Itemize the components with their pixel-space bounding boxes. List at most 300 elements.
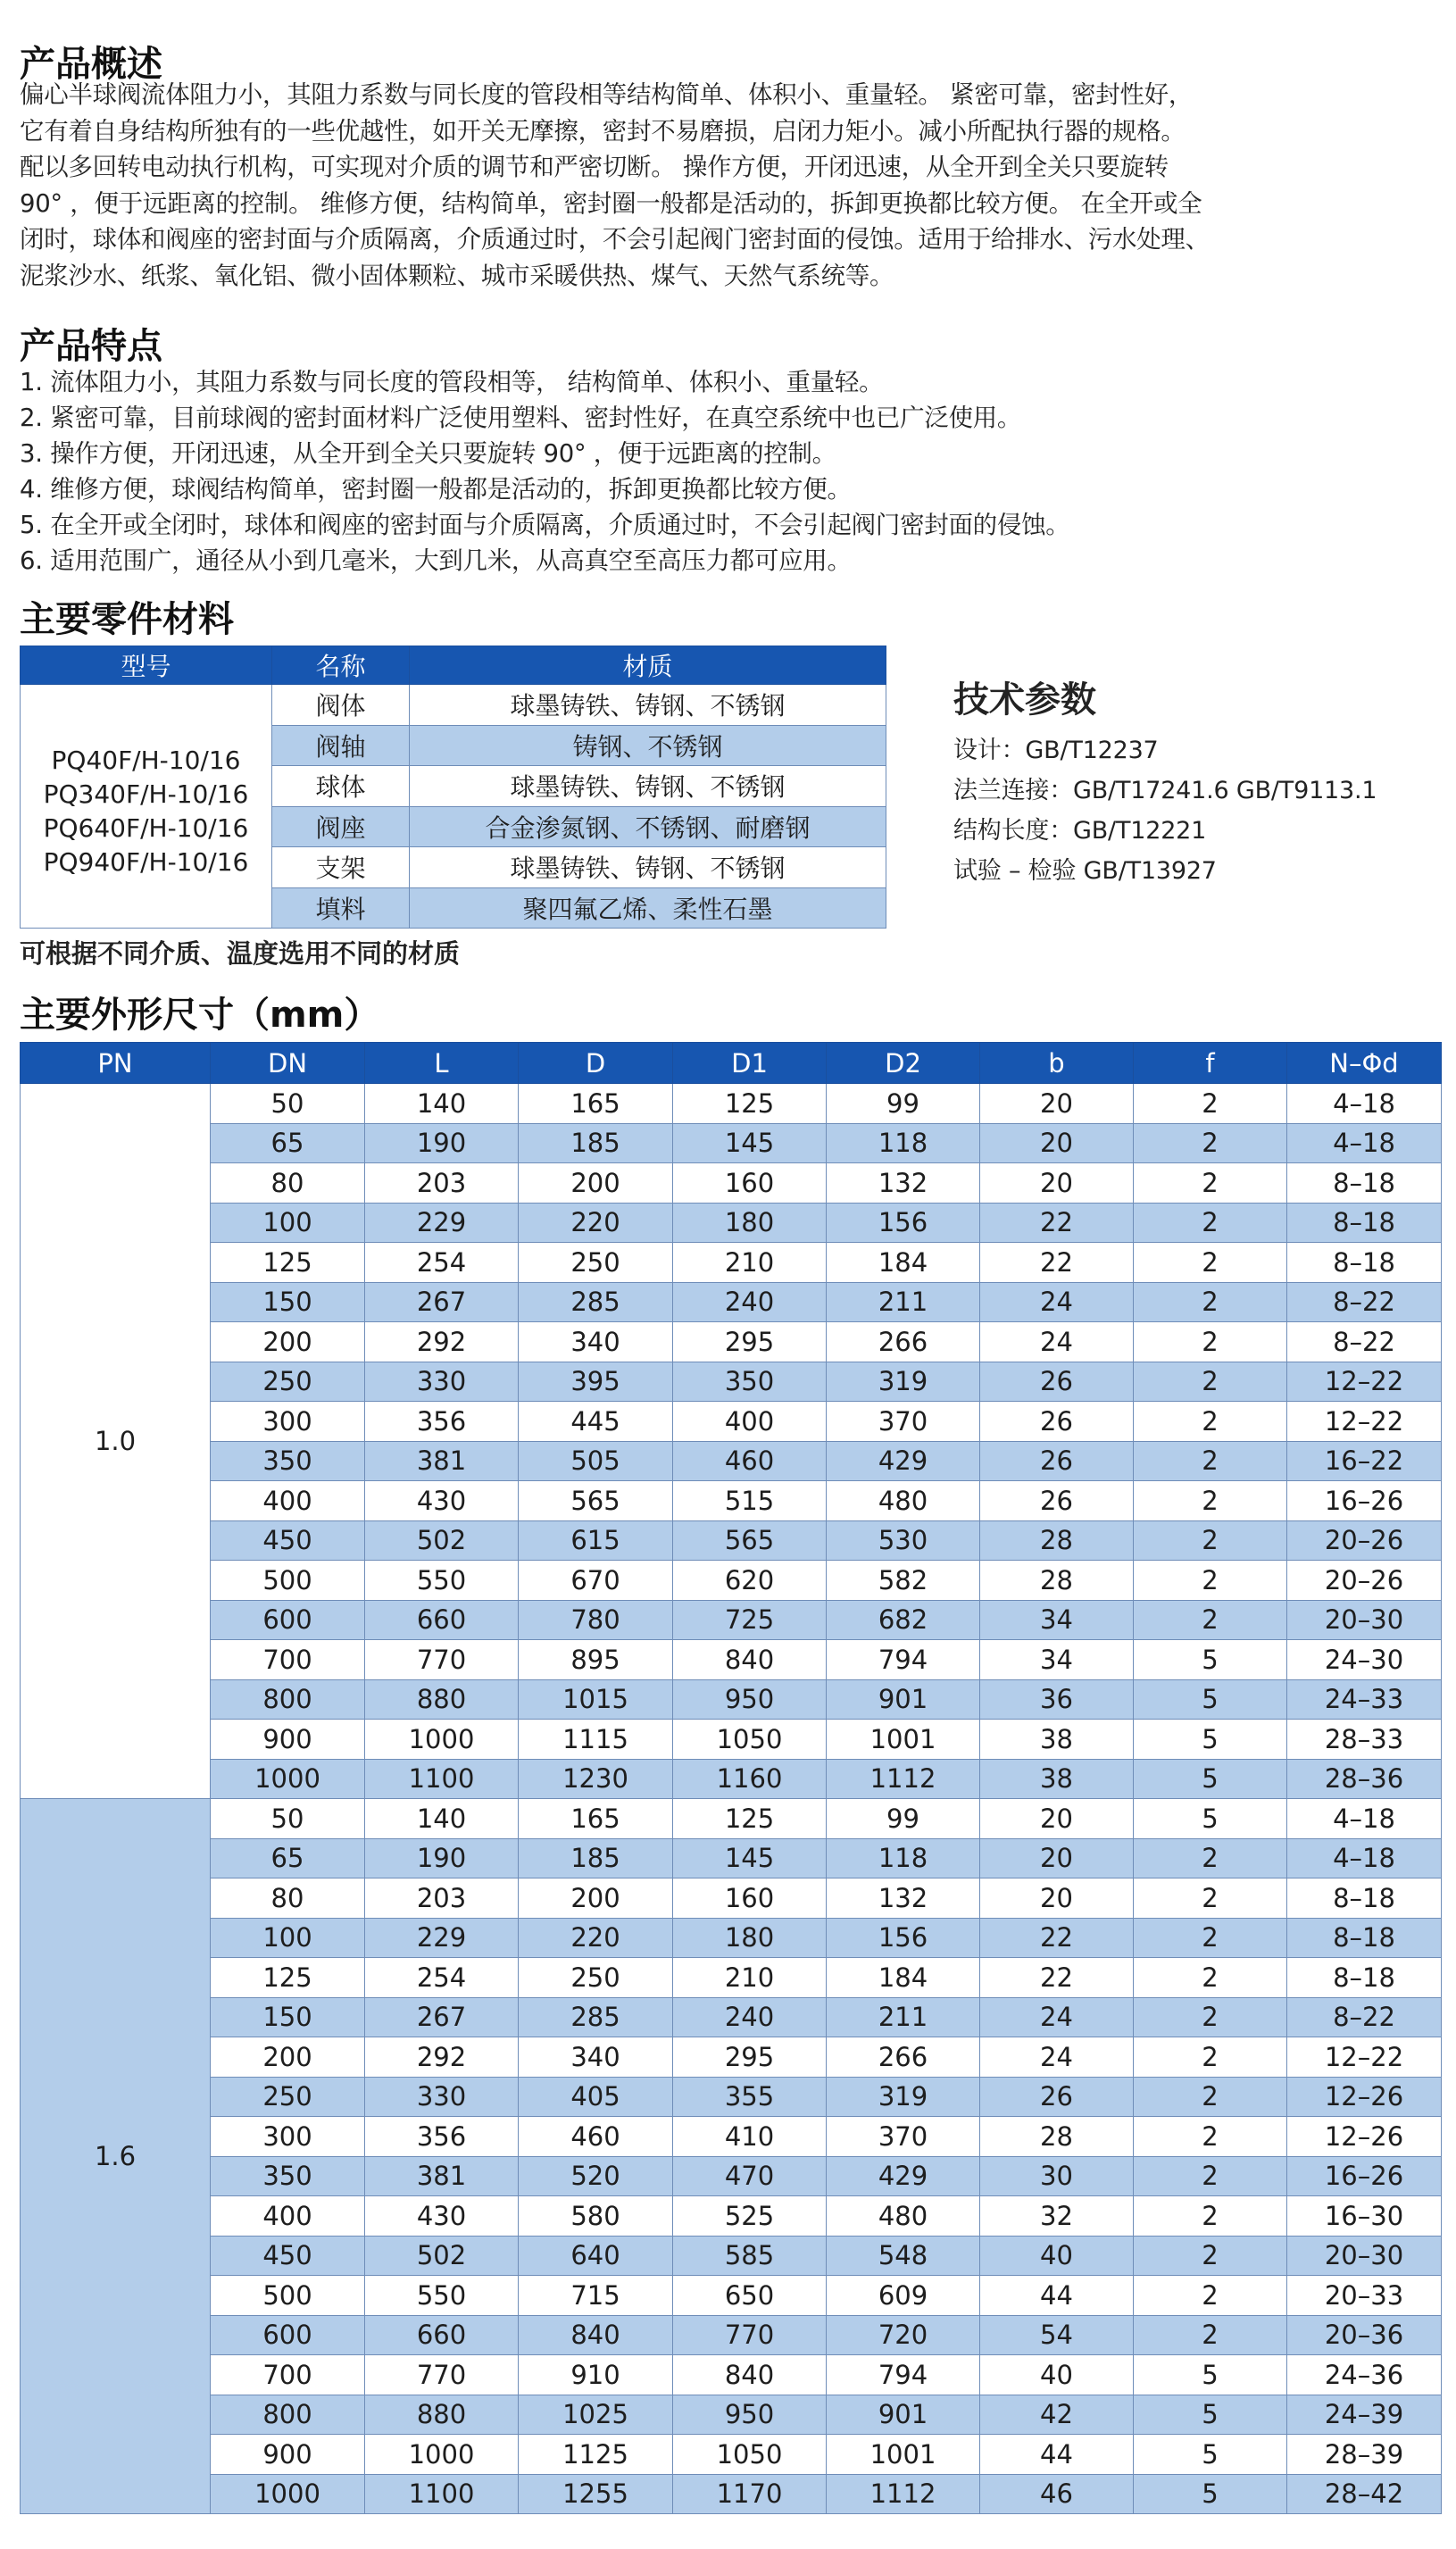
dim-cell-l: 770	[365, 2355, 519, 2395]
dim-cell-l: 550	[365, 2276, 519, 2316]
dim-cell-f: 2	[1134, 1520, 1287, 1561]
dim-cell-bolts: 8–22	[1287, 1997, 1442, 2037]
dim-cell-d: 395	[519, 1362, 673, 1402]
dim-cell-d1: 950	[673, 1679, 827, 1720]
dimension-row	[21, 1600, 1442, 1640]
dim-cell-d1: 515	[673, 1481, 827, 1521]
dim-cell-bolts: 20–26	[1287, 1520, 1442, 1561]
dim-cell-b: 34	[980, 1640, 1134, 1680]
dim-cell-f: 2	[1134, 1243, 1287, 1283]
dim-cell-bolts: 28–36	[1287, 1759, 1442, 1799]
dim-cell-d1: 145	[673, 1838, 827, 1878]
dim-cell-l: 330	[365, 2077, 519, 2117]
dim-cell-f: 5	[1134, 1759, 1287, 1799]
dim-cell-bolts: 8–18	[1287, 1243, 1442, 1283]
dimension-row	[21, 2474, 1442, 2514]
dim-cell-b: 26	[980, 1481, 1134, 1521]
dim-cell-dn: 125	[211, 1958, 365, 1998]
dim-cell-d2: 184	[827, 1958, 980, 1998]
dim-cell-bolts: 8–18	[1287, 1878, 1442, 1919]
dim-cell-d: 1230	[519, 1759, 673, 1799]
dim-cell-dn: 600	[211, 1600, 365, 1640]
feature-item: 3. 操作方便，开闭迅速，从全开到全关只要旋转 90° ，便于远距离的控制。	[20, 439, 836, 468]
dim-cell-bolts: 8–22	[1287, 1282, 1442, 1322]
dim-cell-d2: 156	[827, 1203, 980, 1243]
dim-cell-b: 26	[980, 1441, 1134, 1481]
dim-cell-d: 780	[519, 1600, 673, 1640]
dim-cell-f: 2	[1134, 1362, 1287, 1402]
dim-cell-b: 30	[980, 2156, 1134, 2196]
dim-cell-dn: 300	[211, 1402, 365, 1442]
dim-cell-d: 250	[519, 1243, 673, 1283]
dim-cell-d1: 210	[673, 1958, 827, 1998]
dim-cell-d2: 211	[827, 1997, 980, 2037]
dim-cell-d2: 794	[827, 2355, 980, 2395]
dim-cell-d2: 901	[827, 1679, 980, 1720]
dim-cell-f: 2	[1134, 2236, 1287, 2276]
dim-cell-d: 895	[519, 1640, 673, 1680]
materials-table	[20, 646, 886, 929]
dim-cell-d2: 1112	[827, 1759, 980, 1799]
part-material: 铸钢、不锈钢	[410, 725, 886, 766]
part-name: 球体	[272, 766, 410, 807]
dim-cell-b: 24	[980, 2037, 1134, 2078]
dim-cell-l: 660	[365, 1600, 519, 1640]
dim-cell-d1: 840	[673, 2355, 827, 2395]
overview-line: 配以多回转电动执行机构，可实现对介质的调节和严密切断。 操作方便，开闭迅速，从全开到全关只要旋转	[20, 153, 1169, 181]
dim-cell-f: 5	[1134, 2474, 1287, 2514]
dimension-row	[21, 1679, 1442, 1720]
dim-cell-dn: 1000	[211, 1759, 365, 1799]
dim-cell-bolts: 20–36	[1287, 2315, 1442, 2355]
dim-cell-d2: 118	[827, 1838, 980, 1878]
dim-cell-d: 285	[519, 1997, 673, 2037]
dimension-row	[21, 1878, 1442, 1919]
dim-cell-b: 20	[980, 1878, 1134, 1919]
dim-cell-d2: 429	[827, 1441, 980, 1481]
dim-cell-l: 430	[365, 1481, 519, 1521]
dim-cell-f: 2	[1134, 1878, 1287, 1919]
dim-cell-l: 550	[365, 1561, 519, 1601]
materials-row	[21, 685, 886, 726]
dim-cell-d1: 950	[673, 2395, 827, 2435]
dim-cell-l: 770	[365, 1640, 519, 1680]
dim-cell-d1: 725	[673, 1600, 827, 1640]
dim-cell-l: 229	[365, 1203, 519, 1243]
dim-cell-d1: 585	[673, 2236, 827, 2276]
part-material: 球墨铸铁、铸钢、不锈钢	[410, 847, 886, 888]
dim-cell-l: 502	[365, 2236, 519, 2276]
dim-cell-f: 2	[1134, 1958, 1287, 1998]
dim-cell-l: 381	[365, 2156, 519, 2196]
features-list	[20, 364, 1069, 579]
dimension-row	[21, 1322, 1442, 1362]
dimension-row	[21, 1561, 1442, 1601]
dim-cell-bolts: 8–18	[1287, 1203, 1442, 1243]
dim-cell-d1: 240	[673, 1997, 827, 2037]
dim-cell-d2: 118	[827, 1123, 980, 1163]
dim-cell-d1: 125	[673, 1799, 827, 1839]
dim-cell-b: 46	[980, 2474, 1134, 2514]
dim-cell-l: 140	[365, 1799, 519, 1839]
model-label: PQ340F/H-10/16	[43, 779, 249, 809]
dimension-row	[21, 2435, 1442, 2475]
dim-cell-d2: 319	[827, 2077, 980, 2117]
dim-cell-l: 356	[365, 1402, 519, 1442]
dimensions-body	[21, 1084, 1442, 2514]
dim-cell-f: 5	[1134, 1640, 1287, 1680]
dim-cell-d: 1015	[519, 1679, 673, 1720]
dim-cell-l: 203	[365, 1878, 519, 1919]
dim-cell-bolts: 8–22	[1287, 1322, 1442, 1362]
dim-cell-d1: 1160	[673, 1759, 827, 1799]
dim-cell-b: 22	[980, 1203, 1134, 1243]
dimension-row	[21, 1759, 1442, 1799]
dim-cell-l: 229	[365, 1918, 519, 1958]
dim-cell-d: 670	[519, 1561, 673, 1601]
feature-item: 4. 维修方便，球阀结构简单，密封圈一般都是活动的，拆卸更换都比较方便。	[20, 475, 852, 504]
part-material: 聚四氟乙烯、柔性石墨	[410, 887, 886, 929]
dim-cell-l: 140	[365, 1084, 519, 1124]
dim-cell-d1: 565	[673, 1520, 827, 1561]
dim-cell-b: 36	[980, 1679, 1134, 1720]
dim-cell-d2: 480	[827, 1481, 980, 1521]
dim-cell-d: 165	[519, 1084, 673, 1124]
dim-cell-dn: 900	[211, 1720, 365, 1760]
dim-cell-bolts: 24–33	[1287, 1679, 1442, 1720]
dim-cell-bolts: 24–36	[1287, 2355, 1442, 2395]
dim-cell-d2: 99	[827, 1799, 980, 1839]
dim-cell-d: 1115	[519, 1720, 673, 1760]
dim-header-l: L	[365, 1043, 519, 1084]
dimension-row	[21, 1282, 1442, 1322]
dim-cell-f: 2	[1134, 1123, 1287, 1163]
dimensions-header-row	[21, 1043, 1442, 1084]
dim-cell-b: 54	[980, 2315, 1134, 2355]
dimension-row	[21, 1958, 1442, 1998]
part-name: 阀轴	[272, 725, 410, 766]
dim-cell-dn: 80	[211, 1878, 365, 1919]
materials-note: 可根据不同介质、温度选用不同的材质	[20, 938, 461, 969]
overview-line: 90° ，便于远距离的控制。 维修方便，结构简单，密封圈一般都是活动的，拆卸更换都比较方便。 在全开或全	[20, 188, 1202, 218]
dim-cell-dn: 50	[211, 1799, 365, 1839]
dim-cell-b: 22	[980, 1918, 1134, 1958]
dim-cell-bolts: 12–26	[1287, 2117, 1442, 2157]
dim-cell-f: 5	[1134, 2435, 1287, 2475]
dimensions-title: 主要外形尺寸（mm）	[20, 995, 380, 1036]
dim-cell-l: 190	[365, 1123, 519, 1163]
feature-item: 1. 流体阻力小，其阻力系数与同长度的管段相等， 结构简单、体积小、重量轻。	[20, 368, 884, 396]
dim-cell-bolts: 16–22	[1287, 1441, 1442, 1481]
dim-cell-d: 520	[519, 2156, 673, 2196]
dim-cell-d2: 530	[827, 1520, 980, 1561]
dim-cell-d: 285	[519, 1282, 673, 1322]
dim-cell-d2: 211	[827, 1282, 980, 1322]
dim-cell-f: 2	[1134, 1838, 1287, 1878]
dim-cell-dn: 350	[211, 2156, 365, 2196]
dim-cell-b: 24	[980, 1322, 1134, 1362]
dimension-row	[21, 1520, 1442, 1561]
dim-cell-d: 405	[519, 2077, 673, 2117]
dim-cell-bolts: 16–26	[1287, 1481, 1442, 1521]
dim-cell-dn: 50	[211, 1084, 365, 1124]
pn-cell: 1.0	[21, 1084, 211, 1799]
dim-cell-d2: 548	[827, 2236, 980, 2276]
dim-cell-f: 2	[1134, 1402, 1287, 1442]
dimension-row	[21, 1243, 1442, 1283]
dim-cell-d: 185	[519, 1123, 673, 1163]
dimension-row	[21, 1362, 1442, 1402]
dim-cell-dn: 200	[211, 2037, 365, 2078]
dimension-row	[21, 1123, 1442, 1163]
part-name: 阀座	[272, 806, 410, 847]
dim-cell-dn: 500	[211, 1561, 365, 1601]
dimension-row	[21, 2117, 1442, 2157]
dim-cell-dn: 65	[211, 1838, 365, 1878]
dimension-row	[21, 1163, 1442, 1204]
dim-cell-bolts: 12–26	[1287, 2077, 1442, 2117]
dimension-row	[21, 2395, 1442, 2435]
dim-cell-b: 20	[980, 1123, 1134, 1163]
dimension-row	[21, 1799, 1442, 1839]
dim-cell-b: 40	[980, 2236, 1134, 2276]
dim-cell-dn: 450	[211, 1520, 365, 1561]
dim-cell-l: 330	[365, 1362, 519, 1402]
dim-cell-bolts: 20–30	[1287, 1600, 1442, 1640]
dimension-row	[21, 1640, 1442, 1680]
dim-cell-dn: 250	[211, 1362, 365, 1402]
dim-cell-dn: 700	[211, 1640, 365, 1680]
overview-line: 偏心半球阀流体阻力小，其阻力系数与同长度的管段相等结构简单、体积小、重量轻。 紧密可靠，密封性好，	[20, 80, 1194, 109]
dim-cell-b: 24	[980, 1997, 1134, 2037]
dim-cell-d: 1025	[519, 2395, 673, 2435]
dim-cell-dn: 150	[211, 1282, 365, 1322]
dim-cell-dn: 80	[211, 1163, 365, 1204]
dim-cell-b: 20	[980, 1799, 1134, 1839]
dim-cell-b: 24	[980, 1282, 1134, 1322]
dim-cell-bolts: 20–33	[1287, 2276, 1442, 2316]
dim-cell-d2: 682	[827, 1600, 980, 1640]
dim-cell-d1: 1170	[673, 2474, 827, 2514]
dim-cell-l: 254	[365, 1958, 519, 1998]
dim-cell-f: 2	[1134, 1918, 1287, 1958]
dim-cell-l: 381	[365, 1441, 519, 1481]
dim-cell-bolts: 4–18	[1287, 1838, 1442, 1878]
dim-cell-b: 26	[980, 1362, 1134, 1402]
dim-cell-f: 2	[1134, 1282, 1287, 1322]
dim-cell-b: 44	[980, 2276, 1134, 2316]
dim-cell-d: 445	[519, 1402, 673, 1442]
dim-cell-dn: 100	[211, 1203, 365, 1243]
dim-cell-dn: 800	[211, 2395, 365, 2435]
dim-cell-f: 2	[1134, 2156, 1287, 2196]
dim-cell-f: 2	[1134, 1561, 1287, 1601]
dim-cell-l: 267	[365, 1997, 519, 2037]
overview-title: 产品概述	[20, 44, 162, 85]
dim-cell-d: 615	[519, 1520, 673, 1561]
dimension-row	[21, 1720, 1442, 1760]
dim-cell-f: 5	[1134, 2355, 1287, 2395]
part-name: 填料	[272, 887, 410, 929]
dim-cell-dn: 400	[211, 1481, 365, 1521]
materials-header-model: 型号	[21, 646, 272, 685]
dim-cell-d2: 794	[827, 1640, 980, 1680]
dim-cell-l: 292	[365, 2037, 519, 2078]
dimension-row	[21, 1441, 1442, 1481]
dim-cell-d1: 840	[673, 1640, 827, 1680]
dim-cell-d2: 370	[827, 1402, 980, 1442]
dim-cell-d1: 160	[673, 1878, 827, 1919]
dim-cell-d: 640	[519, 2236, 673, 2276]
dimension-row	[21, 2315, 1442, 2355]
dim-cell-f: 2	[1134, 1441, 1287, 1481]
dim-cell-bolts: 20–26	[1287, 1561, 1442, 1601]
dim-cell-l: 356	[365, 2117, 519, 2157]
dim-cell-d2: 319	[827, 1362, 980, 1402]
dimension-row	[21, 1084, 1442, 1124]
dim-cell-d2: 720	[827, 2315, 980, 2355]
part-material: 球墨铸铁、铸钢、不锈钢	[410, 685, 886, 726]
dim-cell-dn: 400	[211, 2196, 365, 2237]
dim-cell-d1: 620	[673, 1561, 827, 1601]
dim-cell-l: 880	[365, 1679, 519, 1720]
dim-cell-b: 26	[980, 1402, 1134, 1442]
dim-cell-dn: 700	[211, 2355, 365, 2395]
dim-cell-d2: 480	[827, 2196, 980, 2237]
materials-header-material: 材质	[410, 646, 886, 685]
dim-cell-d2: 184	[827, 1243, 980, 1283]
dim-cell-d2: 370	[827, 2117, 980, 2157]
dim-cell-d2: 266	[827, 1322, 980, 1362]
dim-cell-bolts: 12–22	[1287, 1362, 1442, 1402]
dim-cell-l: 203	[365, 1163, 519, 1204]
tech-item: 设计：GB/T12237	[953, 737, 1159, 764]
dim-header-b: b	[980, 1043, 1134, 1084]
part-name: 阀体	[272, 685, 410, 726]
dimension-row	[21, 1997, 1442, 2037]
dim-cell-b: 20	[980, 1163, 1134, 1204]
dim-cell-d1: 180	[673, 1203, 827, 1243]
overview-line: 闭时，球体和阀座的密封面与介质隔离，介质通过时，不会引起阀门密封面的侵蚀。适用于给排水、污水处理、	[20, 225, 1210, 254]
dim-cell-b: 20	[980, 1838, 1134, 1878]
dim-header-dn: DN	[211, 1043, 365, 1084]
dimension-row	[21, 2355, 1442, 2395]
overview-line: 它有着自身结构所独有的一些优越性，如开关无摩擦，密封不易磨损，启闭力矩小。减小所配执行器的规格。	[20, 116, 1186, 146]
dim-cell-d1: 470	[673, 2156, 827, 2196]
dim-cell-d: 460	[519, 2117, 673, 2157]
dim-cell-d1: 210	[673, 1243, 827, 1283]
dim-cell-bolts: 8–18	[1287, 1918, 1442, 1958]
dim-header-pn: PN	[21, 1043, 211, 1084]
dim-cell-d2: 582	[827, 1561, 980, 1601]
dim-cell-l: 190	[365, 1838, 519, 1878]
dim-cell-l: 254	[365, 1243, 519, 1283]
dim-cell-d2: 1001	[827, 1720, 980, 1760]
dim-cell-bolts: 4–18	[1287, 1084, 1442, 1124]
materials-header-name: 名称	[272, 646, 410, 685]
dim-cell-b: 44	[980, 2435, 1134, 2475]
dimension-row	[21, 2077, 1442, 2117]
dim-cell-d: 580	[519, 2196, 673, 2237]
dim-cell-l: 880	[365, 2395, 519, 2435]
dim-cell-d: 715	[519, 2276, 673, 2316]
dim-cell-dn: 500	[211, 2276, 365, 2316]
dim-cell-l: 1000	[365, 2435, 519, 2475]
dim-cell-d: 165	[519, 1799, 673, 1839]
dim-cell-b: 26	[980, 2077, 1134, 2117]
dim-cell-f: 2	[1134, 1322, 1287, 1362]
dim-cell-d: 340	[519, 2037, 673, 2078]
dim-cell-b: 28	[980, 1520, 1134, 1561]
dim-cell-bolts: 4–18	[1287, 1123, 1442, 1163]
dim-cell-d1: 240	[673, 1282, 827, 1322]
dim-cell-d2: 429	[827, 2156, 980, 2196]
dim-cell-f: 2	[1134, 1481, 1287, 1521]
dim-cell-dn: 800	[211, 1679, 365, 1720]
dim-cell-d: 910	[519, 2355, 673, 2395]
dim-cell-d: 1255	[519, 2474, 673, 2514]
dim-cell-d2: 99	[827, 1084, 980, 1124]
dim-cell-d: 340	[519, 1322, 673, 1362]
dim-cell-bolts: 28–42	[1287, 2474, 1442, 2514]
dim-cell-d: 220	[519, 1203, 673, 1243]
dimension-row	[21, 1402, 1442, 1442]
dim-cell-b: 22	[980, 1243, 1134, 1283]
dim-cell-d1: 1050	[673, 1720, 827, 1760]
dim-cell-f: 5	[1134, 1679, 1287, 1720]
dim-cell-d: 220	[519, 1918, 673, 1958]
dim-cell-d2: 1112	[827, 2474, 980, 2514]
dim-cell-l: 502	[365, 1520, 519, 1561]
dim-cell-dn: 65	[211, 1123, 365, 1163]
dim-cell-bolts: 24–39	[1287, 2395, 1442, 2435]
dim-cell-d1: 410	[673, 2117, 827, 2157]
dim-cell-dn: 450	[211, 2236, 365, 2276]
pn-cell: 1.6	[21, 1799, 211, 2514]
dim-cell-l: 660	[365, 2315, 519, 2355]
dim-cell-b: 42	[980, 2395, 1134, 2435]
dim-cell-d1: 650	[673, 2276, 827, 2316]
dim-cell-d2: 609	[827, 2276, 980, 2316]
dimensions-table	[20, 1042, 1442, 2514]
dim-cell-b: 28	[980, 1561, 1134, 1601]
dimension-row	[21, 1918, 1442, 1958]
dim-cell-f: 2	[1134, 2117, 1287, 2157]
dim-cell-dn: 100	[211, 1918, 365, 1958]
dim-cell-b: 32	[980, 2196, 1134, 2237]
dim-cell-d1: 355	[673, 2077, 827, 2117]
dim-cell-dn: 125	[211, 1243, 365, 1283]
dimension-row	[21, 1203, 1442, 1243]
dim-cell-l: 267	[365, 1282, 519, 1322]
dim-cell-f: 2	[1134, 2315, 1287, 2355]
dim-cell-d2: 132	[827, 1878, 980, 1919]
dim-cell-d: 505	[519, 1441, 673, 1481]
dim-cell-f: 2	[1134, 2077, 1287, 2117]
dim-cell-bolts: 28–39	[1287, 2435, 1442, 2475]
feature-item: 6. 适用范围广，通径从小到几毫米，大到几米，从高真空至高压力都可应用。	[20, 546, 852, 575]
dim-cell-l: 292	[365, 1322, 519, 1362]
dim-cell-f: 5	[1134, 2395, 1287, 2435]
dim-cell-b: 38	[980, 1720, 1134, 1760]
dim-cell-d1: 125	[673, 1084, 827, 1124]
overview-line: 泥浆沙水、纸浆、氧化铝、微小固体颗粒、城市采暖供热、煤气、天然气系统等。	[20, 261, 894, 290]
dim-cell-f: 2	[1134, 1203, 1287, 1243]
dim-cell-dn: 600	[211, 2315, 365, 2355]
dim-cell-d: 565	[519, 1481, 673, 1521]
dim-cell-d1: 180	[673, 1918, 827, 1958]
dim-cell-bolts: 16–30	[1287, 2196, 1442, 2237]
